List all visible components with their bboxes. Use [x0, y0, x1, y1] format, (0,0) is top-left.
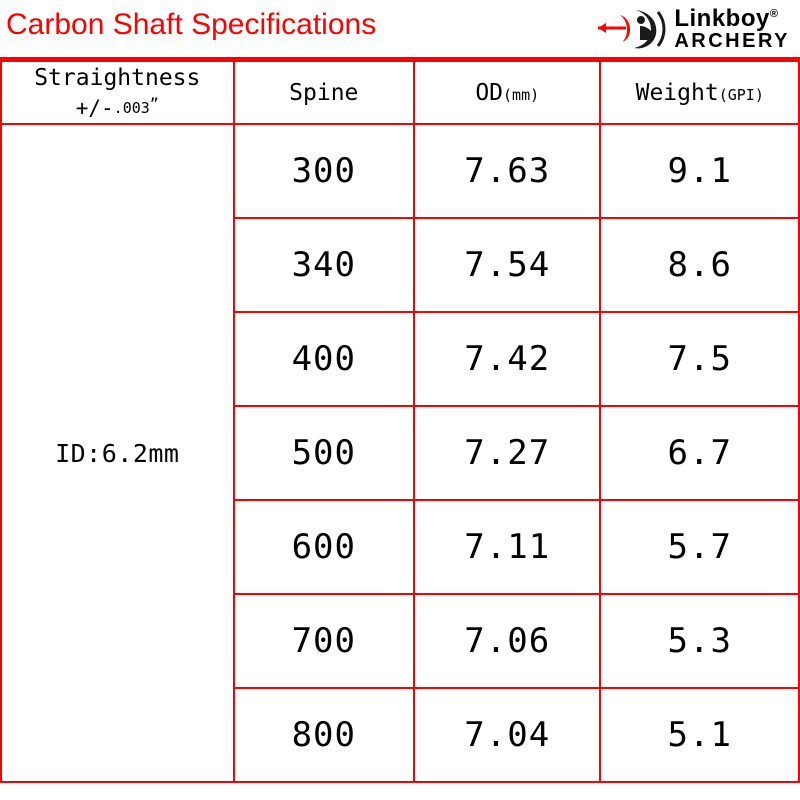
weight-value: 5.1 [600, 688, 799, 782]
weight-value: 5.7 [600, 500, 799, 594]
spec-table [0, 60, 800, 783]
column-header-straightness [1, 61, 234, 124]
weight-value: 8.6 [600, 218, 799, 312]
weight-value: 7.5 [600, 312, 799, 406]
straightness-tolerance: +/-.003” [75, 95, 159, 121]
weight-value: 9.1 [600, 124, 799, 218]
archer-bow-icon [596, 6, 668, 52]
brand-subname: ARCHERY [674, 29, 790, 52]
spine-value: 300 [234, 124, 414, 218]
od-value: 7.54 [414, 218, 600, 312]
od-value: 7.63 [414, 124, 600, 218]
header-bar [0, 0, 800, 60]
straightness-label: Straightness [34, 65, 201, 91]
brand-name: Linkboy® [674, 4, 779, 32]
page-title: Carbon Shaft Specifications [6, 8, 377, 41]
spine-value: 400 [234, 312, 414, 406]
column-header-spine: Spine [234, 61, 414, 124]
brand-wordmark [674, 4, 790, 52]
weight-value: 6.7 [600, 406, 799, 500]
table-row [1, 124, 799, 218]
registered-mark-icon: ® [769, 7, 779, 20]
spine-value: 700 [234, 594, 414, 688]
brand-logo [596, 0, 800, 57]
inner-diameter-cell: ID:6.2mm [1, 124, 234, 782]
weight-value: 5.3 [600, 594, 799, 688]
column-header-weight: Weight(GPI) [600, 61, 799, 124]
od-value: 7.11 [414, 500, 600, 594]
column-header-od: OD(mm) [414, 61, 600, 124]
spine-value: 340 [234, 218, 414, 312]
spine-value: 800 [234, 688, 414, 782]
od-value: 7.42 [414, 312, 600, 406]
od-value: 7.27 [414, 406, 600, 500]
od-value: 7.04 [414, 688, 600, 782]
od-value: 7.06 [414, 594, 600, 688]
spine-value: 600 [234, 500, 414, 594]
spine-value: 500 [234, 406, 414, 500]
table-header-row [1, 61, 799, 124]
